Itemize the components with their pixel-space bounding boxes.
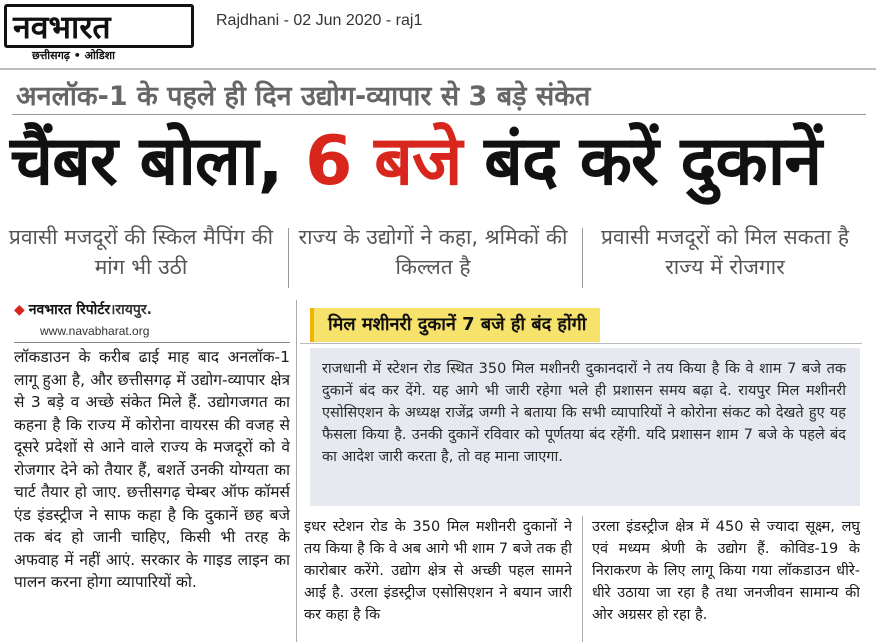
logo-subtitle: छत्तीसगढ़ • ओडिशा	[32, 49, 115, 62]
kicker-headline: अनलॉक-1 के पहले ही दिन उद्योग-व्यापार से 3 बड़े संकेत	[16, 81, 591, 112]
website-link[interactable]: www.navabharat.org	[40, 324, 150, 338]
deck-3: प्रवासी मजदूरों को मिल सकता है राज्य में रोजगार	[600, 225, 850, 279]
byline-divider	[14, 342, 290, 343]
headline-highlight: 6 बजे	[305, 122, 462, 201]
subhead-title: मिल मशीनरी दुकानें 7 बजे ही बंद होंगी	[310, 308, 600, 342]
deck-divider-1	[288, 228, 289, 288]
column-divider-1	[296, 300, 297, 642]
byline	[14, 300, 152, 319]
headline-part-2: बंद करें दुकानें	[461, 122, 822, 201]
deck-divider-2	[582, 228, 583, 288]
body-column-2: इधर स्टेशन रोड के 350 मिल मशीनरी दुकानों ने तय किया है कि वे अब आगे भी शाम 7 बजे तक ही कारोबार करेंगे. उद्योग क्षेत्र से अच्छी पहल सामने आई है. उरला इंडस्ट्रीज एसोसिएशन ने बयान जारी कर कहा है कि	[304, 519, 572, 623]
deck-1: प्रवासी मजदूरों की स्किल मैपिंग की मांग भी उठी	[8, 225, 274, 279]
highlight-panel	[310, 348, 860, 506]
subhead-bar	[300, 308, 862, 344]
headline-part-1: चैंबर बोला,	[10, 122, 306, 201]
byline-reporter: नवभारत रिपोर्टर	[28, 302, 111, 318]
body-column-1: लॉकडाउन के करीब ढाई माह बाद अनलॉक-1 लागू हुआ है, और छत्तीसगढ़ में उद्योग-व्यापार क्षेत्र से 3 बड़े व अच्छे संकेत मिले हैं. उद्योगजगत का कहना है कि राज्य में कोरोना वायरस की वजह से दूसरे प्रदेशों से आने वाले राज्य के मजदूरों को वे रोजगार देने को तैयार हैं, बशर्ते उनकी योग्यता का चार्ट तैयार हो जाए. छत्तीसगढ़ चेम्बर ऑफ कॉमर्स एंड इंडस्ट्रीज ने साफ कहा है कि दुकानें छह बजे तक बंद हो जानी चाहिए, किसी भी तरह के अफवाह में नहीं आएं. सरकार के गाइड लाइन का पालन करना होगा व्यापारियों को.	[14, 348, 290, 591]
panel-text: राजधानी में स्टेशन रोड स्थित 350 मिल मशीनरी दुकानदारों ने तय किया है कि वे शाम 7 बजे तक दुकानें बंद कर देंगे. यह आगे भी जारी रहेगा भले ही प्रशासन समय बढ़ा दे. रायपुर मिल मशीनरी एसोसिएशन के अध्यक्ष राजेंद्र जग्गी ने बताया कि सभी व्यापारियों ने कोरोना संकट को देखते हुए यह फैसला किया है. उनकी दुकानें रविवार को पूर्णतया बंद रहेंगी. यदि प्रशासन शाम 7 बजे के पहले बंद का आदेश जारी करता है, तो वह माना जाएगा.	[322, 361, 846, 465]
body-column-3: उरला इंडस्ट्रीज क्षेत्र में 450 से ज्यादा सूक्ष्म, लघु एवं मध्यम श्रेणी के उद्योग हैं. कोविड-19 के निराकरण के लिए लागू किया गया लॉकडाउन धीरे-धीरे उठाया जा रहा है तथा जनजीवन सामान्य की ओर अग्रसर हो रहा है.	[592, 519, 860, 623]
main-headline	[10, 112, 821, 212]
byline-city: ।रायपुर.	[110, 302, 152, 318]
deck-2: राज्य के उद्योगों ने कहा, श्रमिकों की किल्लत है	[298, 225, 568, 279]
newspaper-logo	[4, 4, 194, 48]
logo-text: नवभारत	[13, 8, 111, 46]
masthead-divider	[0, 68, 876, 70]
edition-dateline: Rajdhani - 02 Jun 2020 - raj1	[216, 12, 423, 29]
column-divider-2	[582, 516, 583, 642]
byline-diamond-icon: ◆	[14, 302, 25, 318]
